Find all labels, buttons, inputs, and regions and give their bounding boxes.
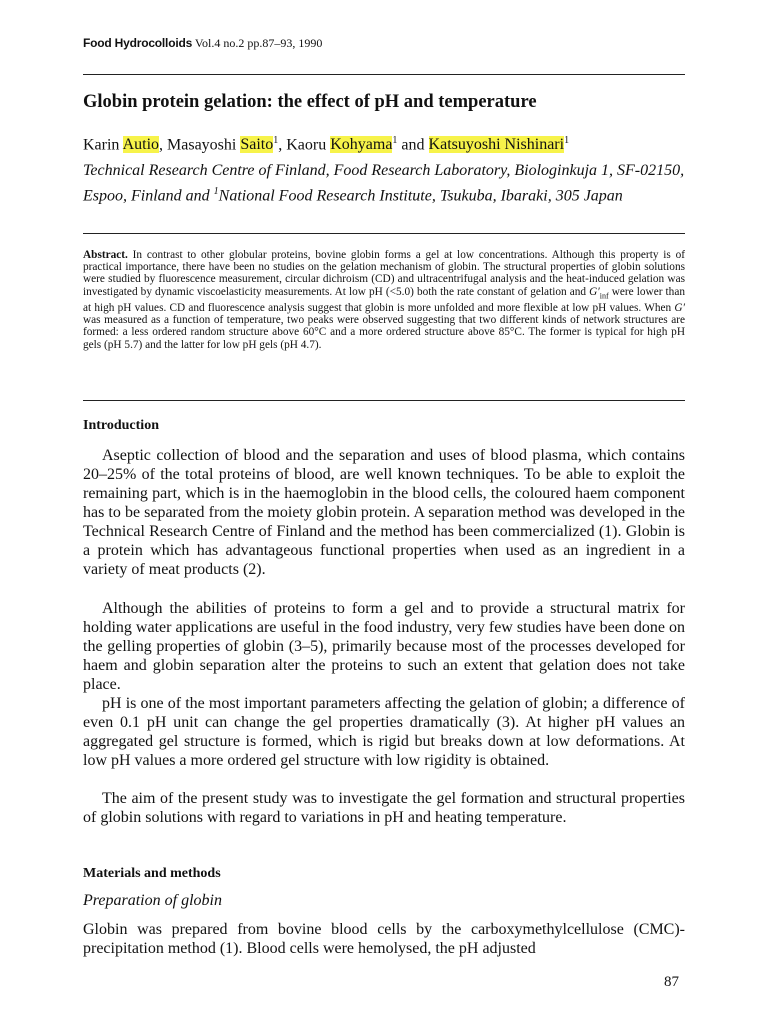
abstract-text-1: In contrast to other globular proteins, bovine globin forms a gel at low concentrations. Although this property is of practical importance, there have been no studies on the gelation mechanism of globin. The structural properties of globin solutions were studied by fluorescence measurement, circular dichroism (CD) and ultracentrifugal analysis and the heat-induced gelation was investigated by dynamic viscoelasticity measurements. At low pH (<5.0) both the rate constant of gelation and <box>83 249 685 298</box>
abstract-bottom-rule <box>83 400 685 401</box>
journal-citation: Vol.4 no.2 pp.87–93, 1990 <box>194 36 323 50</box>
author-4-full <box>429 136 565 153</box>
intro-paragraph-3: pH is one of the most important parameters affecting the gelation of globin; a difference of even 0.1 pH unit can change the gel properties dramatically (3). At higher pH values an aggregated gel structure is formed, which is rigid but breaks down at low deformations. At low pH values a more ordered gel structure with low rigidity is obtained. <box>83 695 685 769</box>
affiliation-part-2: National Food Research Institute, Tsukuba, Ibaraki, 305 Japan <box>218 187 623 205</box>
journal-header <box>83 36 322 51</box>
abstract <box>83 249 685 351</box>
intro-paragraph-1: Aseptic collection of blood and the separation and uses of blood plasma, which contains 20–25% of the total proteins of blood, are well known techniques. To be able to exploit the remaining part, which is in the haemoglobin in the blood cells, the coloured haem component has to be separated from the moiety globin protein. A separation method was developed in the Technical Research Centre of Finland and the method has been commercialized (1). Globin is a protein which has advantageous functional properties when used as an ingredient in a variety of meat products (2). <box>83 447 685 578</box>
author-list <box>83 135 693 154</box>
author-4-last: Nishinari <box>504 136 565 154</box>
header-rule <box>83 74 685 75</box>
author-separator-and: and <box>397 136 429 154</box>
author-1-last: Autio <box>122 136 160 154</box>
author-3-last: Kohyama <box>330 136 393 154</box>
author-4-first: Katsuyoshi <box>428 136 501 154</box>
journal-name: Food Hydrocolloids <box>83 36 193 50</box>
author-3-affiliation-mark: 1 <box>392 135 398 146</box>
abstract-text-3: was measured as a function of temperature, two peaks were observed suggesting that two different kinds of network structures are formed: a less ordered random structure above 60°C and a more ordered structure above 85°C. The former is typical for high pH gels (pH 5.7) and the latter for low pH gels (pH 4.7). <box>83 314 685 351</box>
author-separator: , <box>278 136 287 154</box>
author-3-first: Kaoru <box>286 136 327 154</box>
g-inf-symbol: G′ <box>589 285 600 298</box>
intro-paragraph-2: Although the abilities of proteins to form a gel and to provide a structural matrix for holding water applications are useful in the food industry, very few studies have been done on the gelling properties of globin (3–5), primarily because most of the processes developed for haem and globin separation alter the proteins to such an extent that gelation does not take place. <box>83 600 685 693</box>
materials-paragraph: Globin was prepared from bovine blood cells by the carboxymethylcellulose (CMC)-precipitation method (1). Blood cells were hemolysed, the pH adjusted <box>83 921 685 957</box>
introduction-heading: Introduction <box>83 418 159 433</box>
materials-heading: Materials and methods <box>83 866 221 881</box>
affiliations <box>83 160 685 206</box>
affiliation-mark: 1 <box>213 186 219 197</box>
g-inf-subscript: inf <box>599 290 609 300</box>
author-2-last: Saito <box>240 136 274 154</box>
abstract-heading: Abstract. <box>83 249 128 261</box>
author-2-affiliation-mark: 1 <box>273 135 279 146</box>
author-4-affiliation-mark: 1 <box>564 135 570 146</box>
author-2-first: Masayoshi <box>167 136 237 154</box>
g-symbol: G′ <box>674 302 685 315</box>
abstract-text-2: were lower than at high pH values. CD and fluorescence analysis suggest that globin is more unfolded and more flexible at low pH values. When <box>83 285 685 315</box>
paper-title: Globin protein gelation: the effect of pH and temperature <box>83 92 537 112</box>
author-separator: , <box>159 136 168 154</box>
preparation-subheading: Preparation of globin <box>83 892 222 909</box>
page-number: 87 <box>664 974 679 990</box>
affiliation-part-1: Technical Research Centre of Finland, Food Research Laboratory, Biologinkuja 1, SF-02150, Espoo, Finland and <box>83 162 685 205</box>
author-1-first: Karin <box>83 136 120 154</box>
intro-paragraph-4: The aim of the present study was to investigate the gel formation and structural properties of globin solutions with regard to variations in pH and heating temperature. <box>83 790 685 826</box>
abstract-top-rule <box>83 233 685 234</box>
